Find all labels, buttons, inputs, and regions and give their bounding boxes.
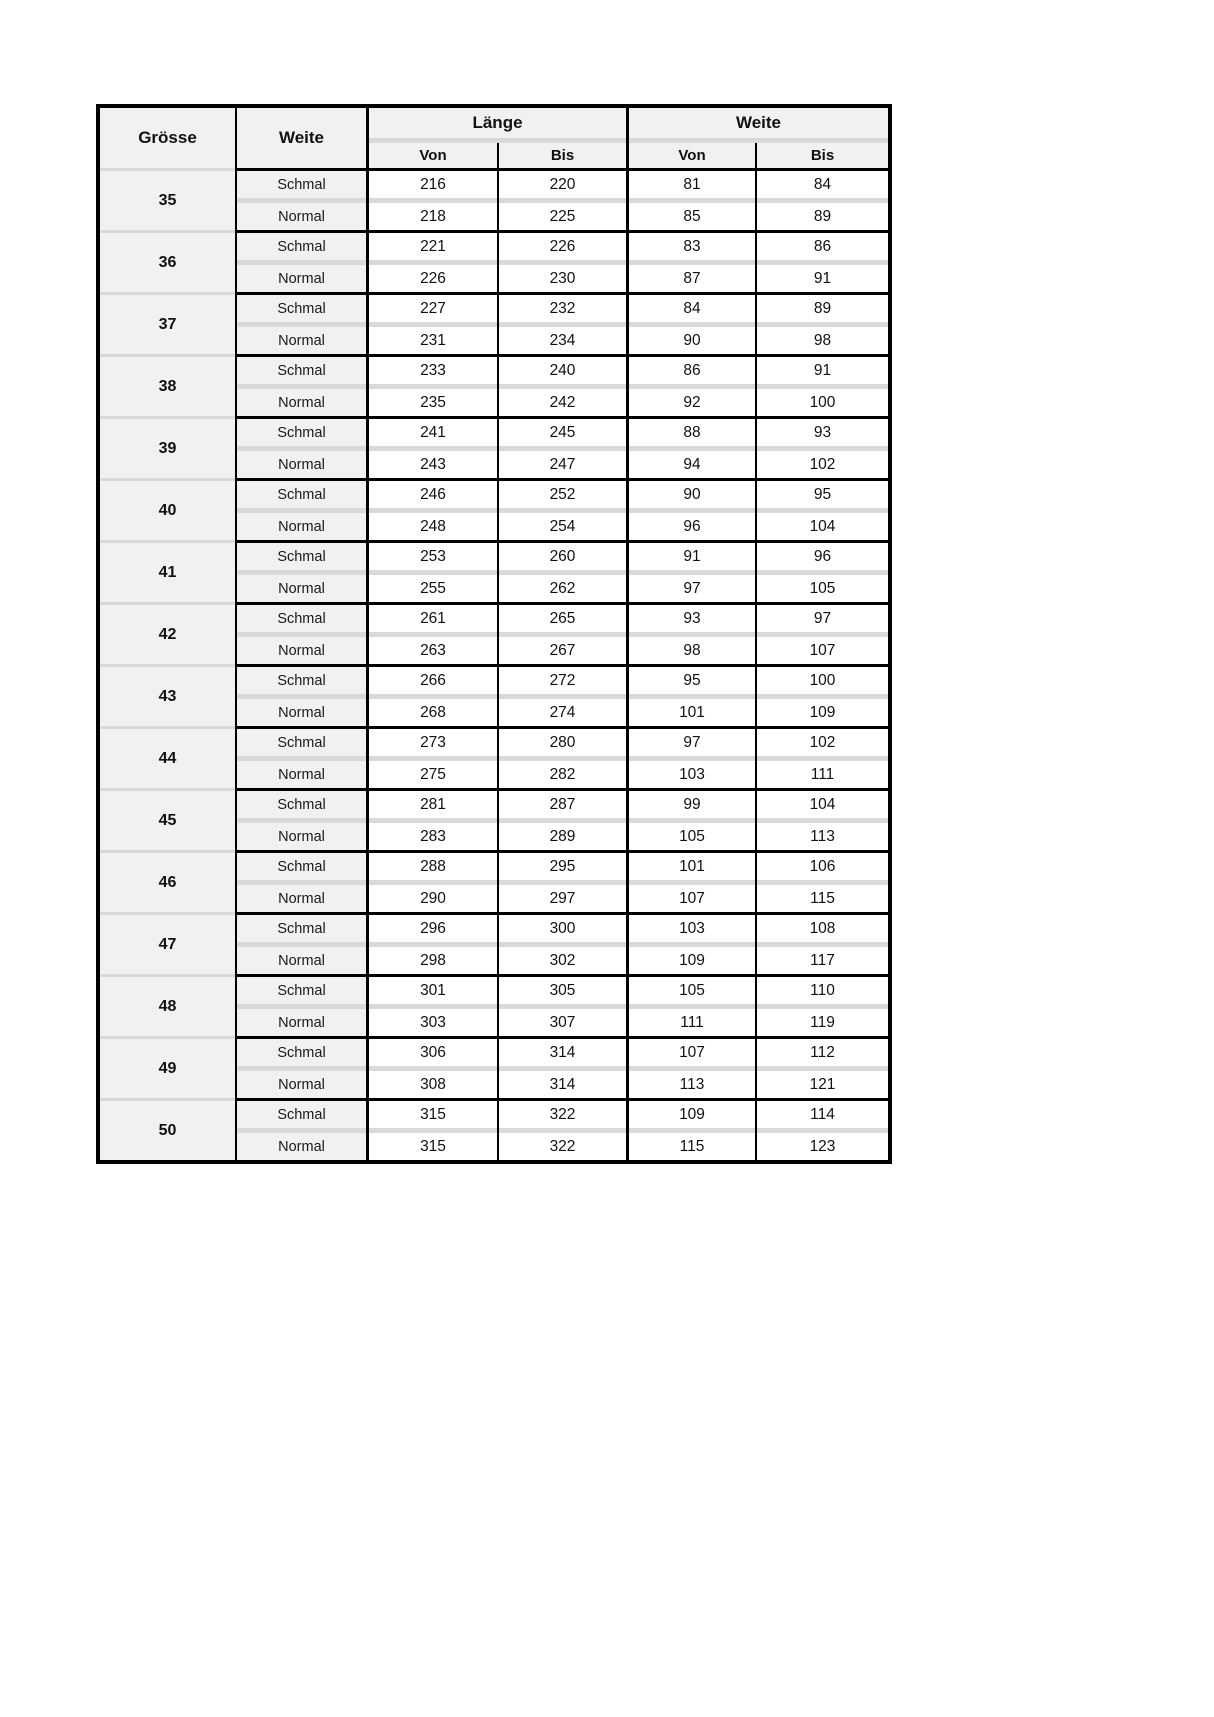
laenge-bis-cell: 245 xyxy=(499,419,629,446)
row-band xyxy=(237,632,369,637)
weite-von-cell: 105 xyxy=(629,977,757,1004)
laenge-von-cell: 261 xyxy=(369,605,499,632)
laenge-von-cell: 227 xyxy=(369,295,499,322)
row-band xyxy=(237,694,369,699)
row-band xyxy=(369,694,499,699)
row-band xyxy=(369,756,499,761)
laenge-bis-cell: 295 xyxy=(499,853,629,880)
weite-von-cell: 99 xyxy=(629,791,757,818)
size-cell: 44 xyxy=(100,729,237,788)
weite-bis-cell: 89 xyxy=(757,295,888,322)
laenge-von-cell: 216 xyxy=(369,171,499,198)
weite-von-cell: 87 xyxy=(629,265,757,292)
weite-von-cell: 93 xyxy=(629,605,757,632)
laenge-von-cell: 290 xyxy=(369,885,499,912)
laenge-von-cell: 248 xyxy=(369,513,499,540)
row-band xyxy=(499,694,629,699)
laenge-bis-cell: 302 xyxy=(499,947,629,974)
weite-bis-cell: 119 xyxy=(757,1009,888,1036)
weite-von-cell: 81 xyxy=(629,171,757,198)
size-cell: 35 xyxy=(100,171,237,230)
weite-bis-cell: 112 xyxy=(757,1039,888,1066)
size-cell: 50 xyxy=(100,1101,237,1160)
row-band xyxy=(629,1004,757,1009)
weite-von-cell: 86 xyxy=(629,357,757,384)
width-label-cell: Normal xyxy=(237,1009,369,1036)
laenge-von-cell: 275 xyxy=(369,761,499,788)
header-weite-group: Weite xyxy=(629,108,888,138)
weite-bis-cell: 93 xyxy=(757,419,888,446)
laenge-bis-cell: 267 xyxy=(499,637,629,664)
laenge-bis-cell: 254 xyxy=(499,513,629,540)
row-band xyxy=(369,384,499,389)
weite-von-cell: 84 xyxy=(629,295,757,322)
weite-von-cell: 107 xyxy=(629,885,757,912)
width-label-cell: Schmal xyxy=(237,543,369,570)
row-band xyxy=(237,1066,369,1071)
weite-bis-cell: 106 xyxy=(757,853,888,880)
size-cell: 43 xyxy=(100,667,237,726)
row-band xyxy=(757,818,888,823)
row-band xyxy=(237,818,369,823)
laenge-bis-cell: 260 xyxy=(499,543,629,570)
laenge-von-cell: 233 xyxy=(369,357,499,384)
width-label-cell: Schmal xyxy=(237,977,369,1004)
laenge-von-cell: 235 xyxy=(369,389,499,416)
row-band xyxy=(237,446,369,451)
row-band xyxy=(499,570,629,575)
weite-bis-cell: 105 xyxy=(757,575,888,602)
width-label-cell: Schmal xyxy=(237,295,369,322)
laenge-bis-cell: 230 xyxy=(499,265,629,292)
width-label-cell: Normal xyxy=(237,451,369,478)
laenge-bis-cell: 262 xyxy=(499,575,629,602)
laenge-von-cell: 268 xyxy=(369,699,499,726)
width-label-cell: Normal xyxy=(237,823,369,850)
row-band xyxy=(757,632,888,637)
width-label-cell: Normal xyxy=(237,389,369,416)
row-band xyxy=(499,632,629,637)
laenge-von-cell: 243 xyxy=(369,451,499,478)
width-label-cell: Normal xyxy=(237,699,369,726)
laenge-bis-cell: 314 xyxy=(499,1039,629,1066)
laenge-von-cell: 226 xyxy=(369,265,499,292)
row-band xyxy=(629,198,757,203)
weite-bis-cell: 95 xyxy=(757,481,888,508)
width-label-cell: Normal xyxy=(237,885,369,912)
weite-von-cell: 91 xyxy=(629,543,757,570)
laenge-von-cell: 266 xyxy=(369,667,499,694)
size-cell: 49 xyxy=(100,1039,237,1098)
row-band xyxy=(369,942,499,947)
laenge-von-cell: 255 xyxy=(369,575,499,602)
weite-bis-cell: 102 xyxy=(757,729,888,756)
laenge-bis-cell: 289 xyxy=(499,823,629,850)
row-band xyxy=(757,570,888,575)
row-band xyxy=(757,1128,888,1133)
laenge-bis-cell: 265 xyxy=(499,605,629,632)
header-groesse: Grösse xyxy=(100,108,237,168)
weite-bis-cell: 98 xyxy=(757,327,888,354)
row-band xyxy=(369,632,499,637)
laenge-von-cell: 306 xyxy=(369,1039,499,1066)
weite-bis-cell: 107 xyxy=(757,637,888,664)
size-cell: 42 xyxy=(100,605,237,664)
width-label-cell: Schmal xyxy=(237,791,369,818)
laenge-bis-cell: 322 xyxy=(499,1133,629,1160)
row-band xyxy=(629,694,757,699)
laenge-von-cell: 315 xyxy=(369,1133,499,1160)
row-band xyxy=(499,756,629,761)
weite-bis-cell: 123 xyxy=(757,1133,888,1160)
row-band xyxy=(499,1128,629,1133)
weite-von-cell: 98 xyxy=(629,637,757,664)
weite-bis-cell: 117 xyxy=(757,947,888,974)
weite-bis-cell: 102 xyxy=(757,451,888,478)
laenge-bis-cell: 247 xyxy=(499,451,629,478)
width-label-cell: Schmal xyxy=(237,729,369,756)
laenge-von-cell: 253 xyxy=(369,543,499,570)
row-band xyxy=(629,570,757,575)
weite-von-cell: 95 xyxy=(629,667,757,694)
laenge-bis-cell: 220 xyxy=(499,171,629,198)
row-band xyxy=(237,198,369,203)
header-laenge-von: Von xyxy=(369,143,499,168)
weite-bis-cell: 113 xyxy=(757,823,888,850)
width-label-cell: Normal xyxy=(237,1071,369,1098)
size-cell: 41 xyxy=(100,543,237,602)
width-label-cell: Schmal xyxy=(237,481,369,508)
laenge-von-cell: 301 xyxy=(369,977,499,1004)
weite-von-cell: 105 xyxy=(629,823,757,850)
row-band xyxy=(629,942,757,947)
row-band xyxy=(369,260,499,265)
row-band xyxy=(757,384,888,389)
row-band xyxy=(369,880,499,885)
weite-bis-cell: 109 xyxy=(757,699,888,726)
weite-bis-cell: 114 xyxy=(757,1101,888,1128)
row-band xyxy=(629,384,757,389)
laenge-bis-cell: 322 xyxy=(499,1101,629,1128)
laenge-bis-cell: 305 xyxy=(499,977,629,1004)
weite-bis-cell: 110 xyxy=(757,977,888,1004)
laenge-von-cell: 303 xyxy=(369,1009,499,1036)
row-band xyxy=(369,322,499,327)
laenge-bis-cell: 307 xyxy=(499,1009,629,1036)
laenge-von-cell: 296 xyxy=(369,915,499,942)
row-band xyxy=(499,260,629,265)
weite-von-cell: 85 xyxy=(629,203,757,230)
size-chart-table xyxy=(96,104,892,1164)
row-band xyxy=(629,818,757,823)
size-cell: 46 xyxy=(100,853,237,912)
width-label-cell: Normal xyxy=(237,203,369,230)
weite-bis-cell: 91 xyxy=(757,265,888,292)
row-band xyxy=(757,756,888,761)
laenge-bis-cell: 274 xyxy=(499,699,629,726)
size-cell: 48 xyxy=(100,977,237,1036)
width-label-cell: Normal xyxy=(237,947,369,974)
row-band xyxy=(499,818,629,823)
laenge-bis-cell: 234 xyxy=(499,327,629,354)
weite-von-cell: 101 xyxy=(629,853,757,880)
width-label-cell: Schmal xyxy=(237,667,369,694)
width-label-cell: Schmal xyxy=(237,1101,369,1128)
weite-von-cell: 90 xyxy=(629,327,757,354)
weite-von-cell: 90 xyxy=(629,481,757,508)
width-label-cell: Schmal xyxy=(237,605,369,632)
weite-von-cell: 101 xyxy=(629,699,757,726)
weite-bis-cell: 100 xyxy=(757,667,888,694)
laenge-von-cell: 263 xyxy=(369,637,499,664)
row-band xyxy=(499,384,629,389)
laenge-von-cell: 308 xyxy=(369,1071,499,1098)
row-band xyxy=(237,880,369,885)
row-band xyxy=(629,1066,757,1071)
laenge-von-cell: 288 xyxy=(369,853,499,880)
size-cell: 39 xyxy=(100,419,237,478)
row-band xyxy=(499,1004,629,1009)
row-band xyxy=(499,322,629,327)
weite-bis-cell: 96 xyxy=(757,543,888,570)
row-band xyxy=(237,260,369,265)
laenge-bis-cell: 287 xyxy=(499,791,629,818)
width-label-cell: Normal xyxy=(237,637,369,664)
weite-bis-cell: 97 xyxy=(757,605,888,632)
row-band xyxy=(499,1066,629,1071)
size-cell: 40 xyxy=(100,481,237,540)
weite-von-cell: 97 xyxy=(629,729,757,756)
laenge-bis-cell: 300 xyxy=(499,915,629,942)
weite-bis-cell: 100 xyxy=(757,389,888,416)
weite-bis-cell: 86 xyxy=(757,233,888,260)
laenge-von-cell: 218 xyxy=(369,203,499,230)
header-laenge-group: Länge xyxy=(369,108,629,138)
width-label-cell: Normal xyxy=(237,327,369,354)
row-band xyxy=(237,322,369,327)
row-band xyxy=(757,508,888,513)
laenge-bis-cell: 242 xyxy=(499,389,629,416)
row-band xyxy=(237,1128,369,1133)
width-label-cell: Normal xyxy=(237,265,369,292)
row-band xyxy=(757,880,888,885)
row-band xyxy=(499,880,629,885)
row-band xyxy=(237,508,369,513)
row-band xyxy=(499,508,629,513)
width-label-cell: Schmal xyxy=(237,419,369,446)
width-label-cell: Schmal xyxy=(237,853,369,880)
weite-von-cell: 94 xyxy=(629,451,757,478)
laenge-bis-cell: 252 xyxy=(499,481,629,508)
width-label-cell: Normal xyxy=(237,1133,369,1160)
width-label-cell: Normal xyxy=(237,575,369,602)
laenge-bis-cell: 240 xyxy=(499,357,629,384)
weite-von-cell: 97 xyxy=(629,575,757,602)
header-weite: Weite xyxy=(237,108,369,168)
weite-von-cell: 92 xyxy=(629,389,757,416)
width-label-cell: Schmal xyxy=(237,233,369,260)
row-band xyxy=(757,1066,888,1071)
row-band xyxy=(237,384,369,389)
laenge-bis-cell: 226 xyxy=(499,233,629,260)
row-band xyxy=(757,1004,888,1009)
size-cell: 38 xyxy=(100,357,237,416)
weite-bis-cell: 84 xyxy=(757,171,888,198)
row-band xyxy=(369,446,499,451)
laenge-von-cell: 315 xyxy=(369,1101,499,1128)
weite-von-cell: 107 xyxy=(629,1039,757,1066)
row-band xyxy=(629,260,757,265)
row-band xyxy=(629,1128,757,1133)
laenge-bis-cell: 282 xyxy=(499,761,629,788)
width-label-cell: Normal xyxy=(237,761,369,788)
row-band xyxy=(757,322,888,327)
weite-von-cell: 96 xyxy=(629,513,757,540)
weite-von-cell: 115 xyxy=(629,1133,757,1160)
width-label-cell: Schmal xyxy=(237,171,369,198)
size-cell: 45 xyxy=(100,791,237,850)
row-band xyxy=(499,198,629,203)
size-cell: 37 xyxy=(100,295,237,354)
row-band xyxy=(369,1128,499,1133)
row-band xyxy=(369,818,499,823)
header-laenge-bis: Bis xyxy=(499,143,629,168)
laenge-bis-cell: 232 xyxy=(499,295,629,322)
row-band xyxy=(757,198,888,203)
laenge-bis-cell: 272 xyxy=(499,667,629,694)
row-band xyxy=(757,446,888,451)
weite-von-cell: 109 xyxy=(629,947,757,974)
row-band xyxy=(499,446,629,451)
row-band xyxy=(629,632,757,637)
row-band xyxy=(369,570,499,575)
laenge-von-cell: 241 xyxy=(369,419,499,446)
weite-bis-cell: 108 xyxy=(757,915,888,942)
width-label-cell: Normal xyxy=(237,513,369,540)
row-band xyxy=(369,198,499,203)
weite-von-cell: 103 xyxy=(629,761,757,788)
weite-bis-cell: 104 xyxy=(757,513,888,540)
size-cell: 47 xyxy=(100,915,237,974)
weite-von-cell: 111 xyxy=(629,1009,757,1036)
weite-von-cell: 88 xyxy=(629,419,757,446)
weite-bis-cell: 121 xyxy=(757,1071,888,1098)
weite-von-cell: 83 xyxy=(629,233,757,260)
laenge-bis-cell: 225 xyxy=(499,203,629,230)
size-cell: 36 xyxy=(100,233,237,292)
laenge-von-cell: 281 xyxy=(369,791,499,818)
laenge-bis-cell: 314 xyxy=(499,1071,629,1098)
row-band xyxy=(757,260,888,265)
row-band xyxy=(369,1066,499,1071)
width-label-cell: Schmal xyxy=(237,915,369,942)
laenge-von-cell: 231 xyxy=(369,327,499,354)
laenge-von-cell: 273 xyxy=(369,729,499,756)
header-weite-bis: Bis xyxy=(757,143,888,168)
row-band xyxy=(369,508,499,513)
weite-bis-cell: 89 xyxy=(757,203,888,230)
row-band xyxy=(237,756,369,761)
row-band xyxy=(237,942,369,947)
weite-bis-cell: 115 xyxy=(757,885,888,912)
weite-von-cell: 103 xyxy=(629,915,757,942)
weite-bis-cell: 111 xyxy=(757,761,888,788)
weite-bis-cell: 91 xyxy=(757,357,888,384)
laenge-von-cell: 298 xyxy=(369,947,499,974)
laenge-bis-cell: 297 xyxy=(499,885,629,912)
row-band xyxy=(237,1004,369,1009)
weite-von-cell: 113 xyxy=(629,1071,757,1098)
row-band xyxy=(499,942,629,947)
laenge-von-cell: 246 xyxy=(369,481,499,508)
row-band xyxy=(629,322,757,327)
row-band xyxy=(757,694,888,699)
row-band xyxy=(629,880,757,885)
row-band xyxy=(369,1004,499,1009)
row-band xyxy=(757,942,888,947)
row-band xyxy=(629,756,757,761)
laenge-von-cell: 283 xyxy=(369,823,499,850)
width-label-cell: Schmal xyxy=(237,1039,369,1066)
laenge-von-cell: 221 xyxy=(369,233,499,260)
weite-von-cell: 109 xyxy=(629,1101,757,1128)
row-band xyxy=(629,446,757,451)
laenge-bis-cell: 280 xyxy=(499,729,629,756)
row-band xyxy=(237,570,369,575)
weite-bis-cell: 104 xyxy=(757,791,888,818)
row-band xyxy=(629,508,757,513)
width-label-cell: Schmal xyxy=(237,357,369,384)
header-weite-von: Von xyxy=(629,143,757,168)
